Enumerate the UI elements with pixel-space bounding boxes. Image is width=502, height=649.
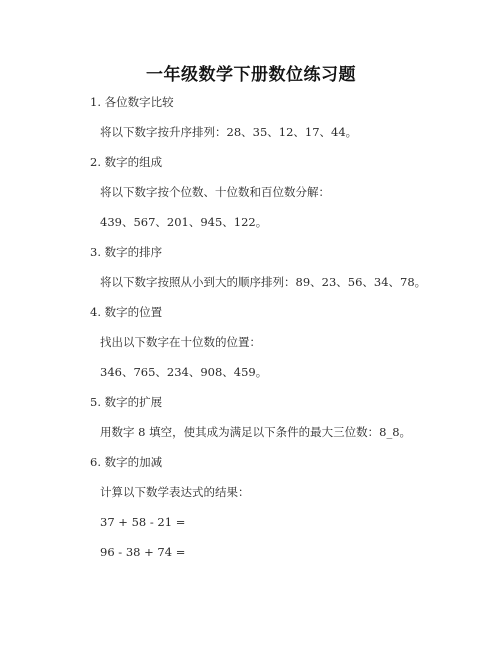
- section-6-line-2: 37 + 58 - 21 =: [100, 515, 186, 529]
- section-4-heading: 4. 数字的位置: [90, 305, 163, 319]
- section-1-heading: 1. 各位数字比较: [90, 95, 174, 109]
- section-6-heading: 6. 数字的加减: [90, 455, 163, 469]
- section-2-line-2: 439、567、201、945、122。: [100, 215, 268, 229]
- section-3-heading: 3. 数字的排序: [90, 245, 163, 259]
- section-5-line-1: 用数字 8 填空，使其成为满足以下条件的最大三位数：8_8。: [100, 425, 412, 439]
- section-4-line-1: 找出以下数字在十位数的位置：: [100, 335, 261, 349]
- section-6-line-3: 96 - 38 + 74 =: [100, 545, 186, 559]
- section-2-heading: 2. 数字的组成: [90, 155, 163, 169]
- section-4-line-2: 346、765、234、908、459。: [100, 365, 268, 379]
- section-1-line-1: 将以下数字按升序排列：28、35、12、17、44。: [100, 125, 358, 139]
- section-2-line-1: 将以下数字按个位数、十位数和百位数分解：: [100, 185, 330, 199]
- section-6-line-1: 计算以下数学表达式的结果：: [100, 485, 250, 499]
- section-3-line-1: 将以下数字按照从小到大的顺序排列：89、23、56、34、78。: [100, 275, 427, 289]
- section-5-heading: 5. 数字的扩展: [90, 395, 163, 409]
- page-title: 一年级数学下册数位练习题: [146, 65, 356, 85]
